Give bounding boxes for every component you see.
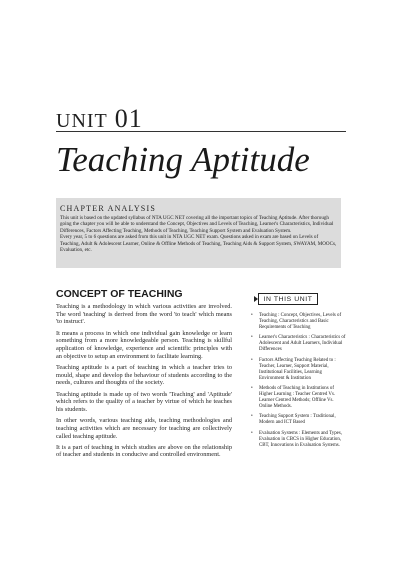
chapter-title: Teaching Aptitude	[56, 140, 310, 179]
list-item-text: Teaching Support System : Traditional, Modern and ICT Based	[259, 414, 336, 426]
chapter-analysis-heading: CHAPTER ANALYSIS	[60, 204, 156, 213]
list-item-text: Factors Affecting Teaching Related to : Teacher, Learner, Support Material, Institutional Facilities, Learning Environment & Institution	[259, 357, 336, 381]
unit-divider	[56, 131, 346, 132]
bullet-icon: •	[251, 414, 253, 420]
unit-number: 01	[114, 104, 143, 133]
body-paragraph: Teaching aptitude is made up of two words 'Teaching' and 'Aptitude' which refers to the quality of a teacher by virtue of which he teaches his students.	[56, 390, 232, 413]
chapter-analysis-paragraph: This unit is based on the updated syllabus of NTA UGC NET covering all the important topics of Teaching Aptitude. After thorough going the chapter you will be able to understand the Concept, Objectives and Levels of Teaching, Learner's Characteristics, Individual Differences, Factors Affecting Teaching, Methods of Teaching, Teaching Support System and Evaluation System.	[60, 215, 334, 234]
in-this-unit-list	[250, 313, 346, 453]
unit-heading	[56, 104, 143, 134]
body-paragraph: Teaching is a methodology in which various activities are involved. The word 'teaching' is derived from the word 'to teach' which means 'to instruct'.	[56, 303, 232, 326]
section-body	[56, 303, 232, 463]
body-paragraph: Teaching aptitude is a part of teaching in which a teacher tries to mould, shape and develop the behaviour of students according to the needs, cultures and thoughts of the society.	[56, 363, 232, 387]
list-item	[250, 414, 346, 426]
list-item-text: Evaluation Systems : Elements and Types, Evaluation in CBCS in Higher Education, CBT, Innovations in Evaluation Systems.	[259, 430, 342, 448]
body-paragraph: In other words, various teaching aids, teaching methodologies and teaching activities which are necessary for teaching are collectively called teaching aptitude.	[56, 417, 232, 440]
list-item-text: Methods of Teaching in Institutions of Higher Learning : Teacher Centred Vs. Learner Centred Methods; Offline Vs. Online Methods.	[259, 385, 336, 410]
in-this-unit-label: IN THIS UNIT	[258, 293, 318, 305]
bullet-icon: •	[251, 313, 253, 318]
bullet-icon: •	[251, 385, 253, 391]
body-paragraph: It means a process in which one individual gain knowledge or learn something from a more knowledgeable person. Teaching is skillful application of knowledge, experience and scientific principles with an objective to setup an environment to facilitate learning.	[56, 329, 232, 360]
unit-label: UNIT	[56, 110, 108, 132]
list-item	[250, 386, 346, 410]
bullet-icon: •	[251, 335, 253, 341]
chapter-analysis-box	[56, 198, 341, 268]
list-item-text: Learner's Characteristics : Characteristics of Adolescent and Adult Learners, Individual Differences	[259, 335, 346, 353]
bullet-icon: •	[251, 357, 253, 363]
list-item	[250, 313, 346, 331]
bullet-icon: •	[251, 430, 253, 436]
list-item	[250, 431, 346, 449]
chapter-analysis-paragraph: Every year, 5 to 6 questions are asked from this unit in NTA UGC NET exam. Questions asked in exam are based on Levels of Teaching, Adult & Adolescent Learner, Online & Offline Methods of Teaching, Teaching Aids & Support System, SWAYAM, MOOCs, Evaluation, etc.	[60, 234, 337, 254]
section-heading: CONCEPT OF TEACHING	[56, 288, 183, 300]
list-item-text: Teaching : Concept, Objectives, Levels of Teaching, Characteristics and Basic Requirements of Teaching	[259, 313, 342, 331]
body-paragraph: It is a part of teaching in which studies are above on the relationship of teacher and students in conducive and controlled environment.	[56, 443, 232, 459]
list-item	[250, 358, 346, 382]
list-item	[250, 335, 346, 353]
